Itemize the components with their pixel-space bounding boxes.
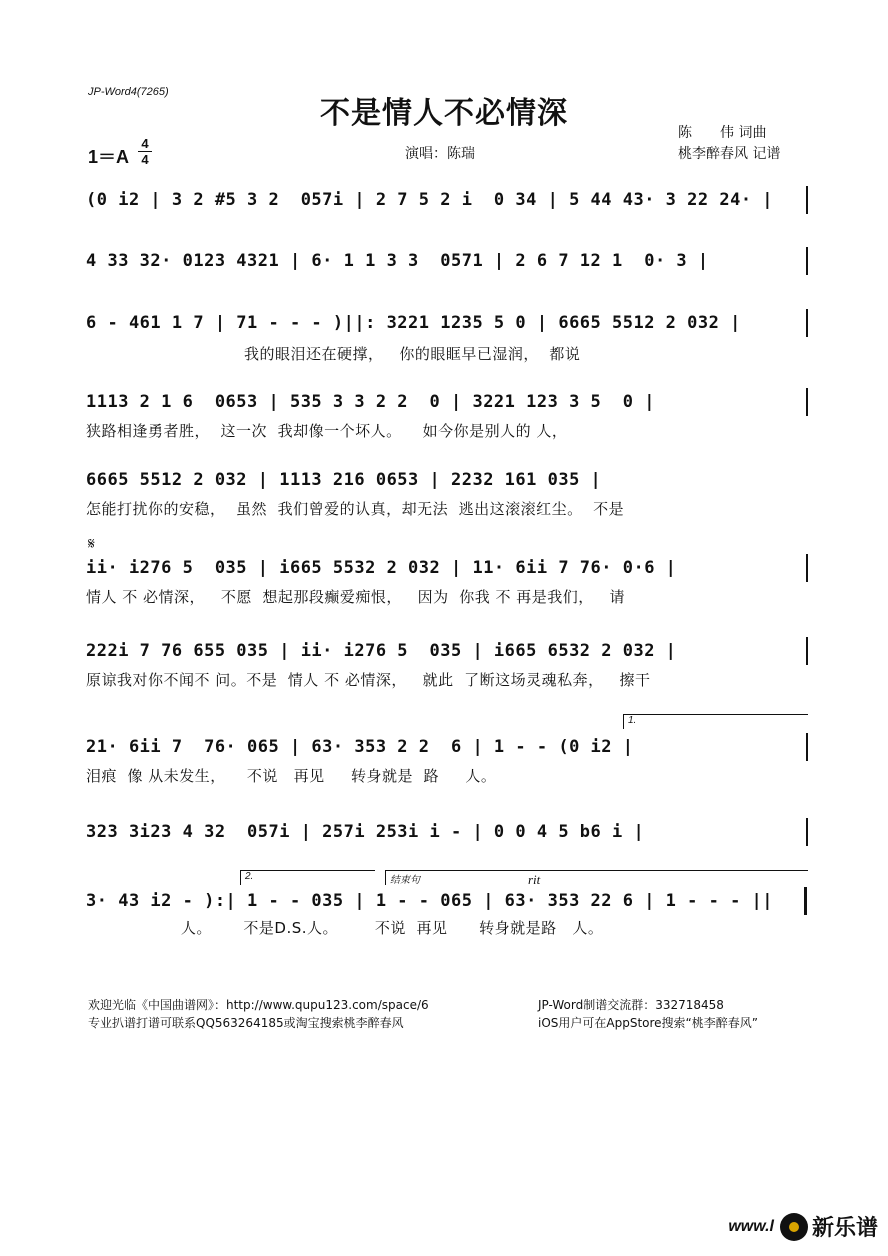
score-line-1 [86,186,808,214]
barline [806,637,808,665]
second-ending-bracket: 2. [240,870,375,885]
website-note: 欢迎光临《中国曲谱网》：http://www.qupu123.com/space/6 [88,998,429,1012]
first-ending-bracket: 1. [623,714,808,729]
notation: 4 33 32· 0123 4321 | 6· 1 1 3 3 0571 | 2 6 7 12 1 0· 3 | [86,251,709,271]
ritardando-marking: rit [528,872,541,887]
score-line-5 [86,466,808,518]
score-line-8 [86,733,808,785]
notation: ii· i276 5 035 | i665 5532 2 032 | 11· 6ii 7 76· 0·6 | [86,558,677,578]
transcriber-credit: 桃李醉春风 记谱 [678,146,781,162]
barline [806,186,808,214]
barline [806,247,808,275]
notation: (0 i2 | 3 2 #5 3 2 057i | 2 7 5 2 i 0 34 | 5 44 43· 3 22 24· | [86,190,774,210]
lyricist-composer-credit: 陈 伟 词曲 [678,125,767,141]
notation: 3· 43 i2 - ):| 1 - - 035 | 1 - - 065 | 63· 353 22 6 | 1 - - - || [86,891,774,911]
notation: 6 - 461 1 7 | 71 - - - )||: 3221 1235 5 0 | 6665 5512 2 032 | [86,313,741,333]
lyrics: 泪痕 像 从未发生， 不说 再见 转身就是 路 人。 [86,767,497,785]
barline [806,388,808,416]
final-barline [804,887,807,915]
contact-note: 专业扒谱打谱可联系QQ563264185或淘宝搜索桃李醉春风 [88,1016,404,1030]
song-title: 不是情人不必情深 [320,96,568,131]
lyrics: 情人 不 必情深， 不愿 想起那段癫爱痴恨， 因为 你我 不 再是我们， 请 [86,588,626,606]
notation: 1113 2 1 6 0653 | 535 3 3 2 2 0 | 3221 123 3 5 0 | [86,392,655,412]
lyrics: 原谅我对你不闻不 问。不是 情人 不 必情深， 就此 了断这场灵魂私奔， 擦干 [86,671,651,689]
logo-url: www.l [728,1217,774,1235]
ending-phrase-bracket: 结束句 [385,870,808,885]
software-watermark: JP-Word4(7265) [88,86,169,98]
site-logo [728,1211,878,1242]
score-line-10 [86,887,808,937]
footer-left [88,996,429,1032]
score-line-3 [86,309,808,363]
key-signature: 1＝A [88,147,130,167]
score-line-2 [86,247,808,275]
lyrics: 我的眼泪还在硬撑， 你的眼眶早已湿润， 都说 [86,345,581,363]
time-signature-bottom: 4 [141,152,149,167]
footer-right [538,996,758,1032]
score-line-6 [86,554,808,606]
lyrics: 怎能打扰你的安稳， 虽然 我们曾爱的认真，却无法 逃出这滚滚红尘。 不是 [86,500,625,518]
group-note: JP-Word制谱交流群：332718458 [538,998,724,1012]
logo-name: 新乐谱 [811,1216,878,1241]
barline [806,554,808,582]
barline [806,818,808,846]
record-disc-icon [780,1213,808,1241]
score-line-9 [86,818,808,846]
time-signature-top: 4 [141,136,149,151]
segno-sign: 𝄋 [88,534,95,553]
ios-note: iOS用户可在AppStore搜索“桃李醉春风” [538,1016,758,1030]
notation: 222i 7 76 655 035 | ii· i276 5 035 | i665 6532 2 032 | [86,641,677,661]
notation: 21· 6ii 7 76· 065 | 63· 353 2 2 6 | 1 - - (0 i2 | [86,737,634,757]
notation: 6665 5512 2 032 | 1113 216 0653 | 2232 161 035 | [86,470,602,490]
time-signature [138,137,152,166]
barline [806,733,808,761]
lyrics: 人。 不是D.S.人。 不说 再见 转身就是路 人。 [86,919,604,937]
singer-credit: 演唱：陈瑞 [405,146,475,162]
notation: 323 3i23 4 32 057i | 257i 253i i - | 0 0 4 5 b6 i | [86,822,645,842]
barline [806,309,808,337]
score-line-4 [86,388,808,440]
score-line-7 [86,637,808,689]
lyrics: 狭路相逢勇者胜， 这一次 我却像一个坏人。 如今你是别人的 人， [86,422,568,440]
